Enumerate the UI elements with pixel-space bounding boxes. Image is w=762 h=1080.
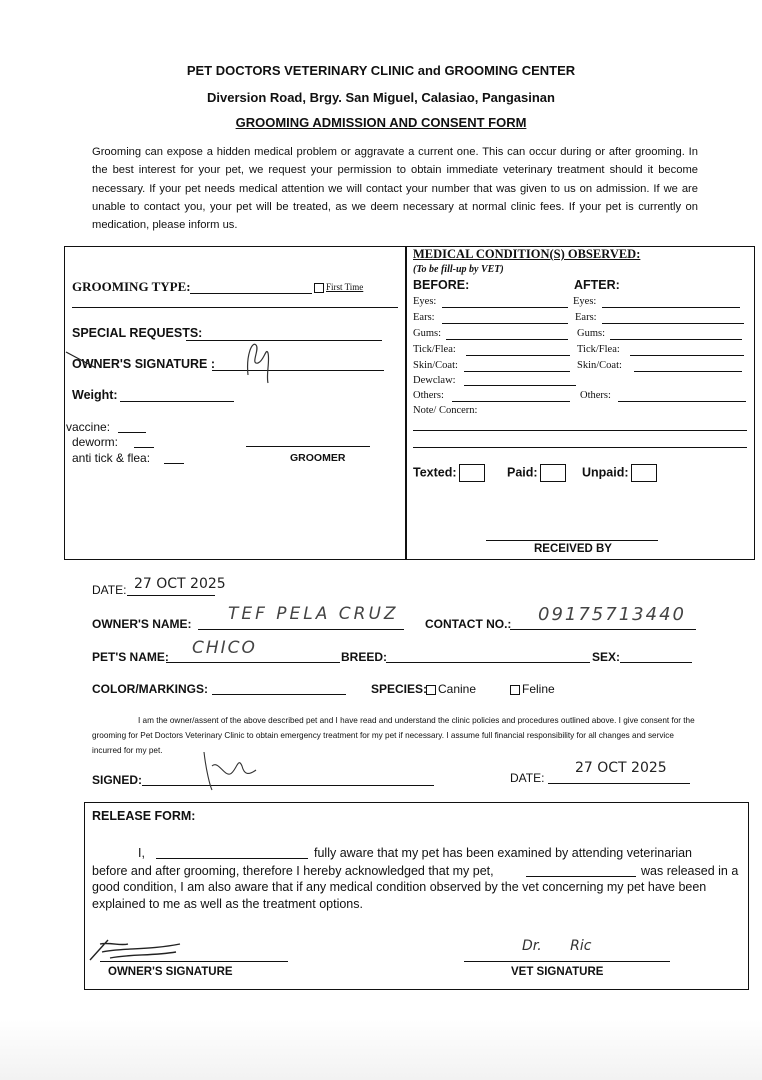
signed-date-label: DATE:: [510, 771, 545, 785]
signed-label: SIGNED:: [92, 773, 143, 787]
before-dewclaw-label: Dewclaw:: [413, 375, 456, 386]
before-tickflea-label: Tick/Flea:: [413, 344, 456, 355]
date-label: DATE:: [92, 583, 127, 597]
owners-signature-field[interactable]: [212, 370, 384, 371]
before-eyes-label: Eyes:: [413, 296, 437, 307]
after-eyes-field[interactable]: [602, 307, 740, 308]
first-time-checkbox[interactable]: [314, 282, 363, 293]
paid-box[interactable]: [540, 464, 566, 482]
color-label: COLOR/MARKINGS:: [92, 682, 208, 696]
signed-date-value: 27 OCT 2025: [575, 760, 667, 776]
note-line-2[interactable]: [413, 447, 747, 448]
date-value: 27 OCT 2025: [134, 576, 226, 592]
signed-field[interactable]: [142, 785, 434, 786]
before-ears-field[interactable]: [442, 323, 568, 324]
received-by-label: RECEIVED BY: [534, 543, 612, 555]
owner-signature-line[interactable]: [100, 961, 288, 962]
release-pet-field[interactable]: [526, 876, 636, 877]
canine-label: Canine: [438, 682, 477, 696]
before-eyes-field[interactable]: [442, 307, 568, 308]
after-tickflea-label: Tick/Flea:: [577, 344, 620, 355]
after-eyes-label: Eyes:: [573, 296, 597, 307]
after-ears-field[interactable]: [602, 323, 744, 324]
breed-label: BREED:: [341, 650, 388, 664]
after-ears-label: Ears:: [575, 312, 597, 323]
after-skincoat-label: Skin/Coat:: [577, 360, 622, 371]
release-text-2: before and after grooming, therefore I hereby acknowledged that my pet,: [92, 864, 494, 878]
first-time-label: First Time: [326, 282, 364, 292]
consent-paragraph: I am the owner/assent of the above described pet and I have read and understand the clinic policies and procedures outlined above. I give consent for the grooming for Pet Doctors Veterinary Clinic to obtain emergency treatment for my pet if necessary. I assume full financial responsibility for all changes and service incurred for my pet.: [92, 716, 695, 755]
grooming-type-line-2[interactable]: [72, 307, 398, 308]
before-others-field[interactable]: [452, 401, 570, 402]
unpaid-box[interactable]: [631, 464, 657, 482]
owner-name-label: OWNER'S NAME:: [92, 617, 192, 631]
pet-name-value: CHICO: [192, 638, 257, 658]
sex-field[interactable]: [620, 662, 692, 663]
strike-mark: [64, 348, 98, 372]
grooming-type-field[interactable]: [190, 293, 312, 294]
release-title: RELEASE FORM:: [92, 809, 196, 823]
release-owner-field[interactable]: [156, 858, 308, 859]
release-text-3: was released in a: [641, 864, 739, 878]
before-skincoat-label: Skin/Coat:: [413, 360, 458, 371]
after-gums-label: Gums:: [577, 328, 606, 339]
signed-signature-scribble: [196, 746, 266, 794]
release-text-5: explained to me as well as the treatment options.: [92, 897, 363, 911]
contact-value: 09175713440: [538, 604, 686, 625]
owner-name-field[interactable]: [198, 629, 404, 630]
after-tickflea-field[interactable]: [630, 355, 744, 356]
before-skincoat-field[interactable]: [464, 371, 570, 372]
sex-label: SEX:: [592, 650, 621, 664]
scan-edge: [0, 1020, 762, 1080]
groomer-line[interactable]: [246, 446, 370, 447]
texted-checkbox[interactable]: [413, 464, 485, 482]
deworm-label: deworm:: [72, 435, 119, 449]
before-dewclaw-field[interactable]: [464, 385, 576, 386]
note-line-1[interactable]: [413, 430, 747, 431]
received-by-line[interactable]: [486, 540, 658, 541]
contact-field[interactable]: [510, 629, 696, 630]
signed-date-field[interactable]: [548, 783, 690, 784]
vet-signature-line[interactable]: [464, 961, 670, 962]
unpaid-label: Unpaid:: [582, 465, 629, 480]
after-skincoat-field[interactable]: [634, 371, 742, 372]
texted-label: Texted:: [413, 465, 457, 480]
owners-signature-label: OWNER'S SIGNATURE :: [72, 357, 216, 371]
before-heading: BEFORE:: [413, 278, 470, 292]
feline-checkbox[interactable]: [510, 682, 555, 696]
release-owner-signature-label: OWNER'S SIGNATURE: [108, 966, 233, 978]
release-text-1: fully aware that my pet has been examined by attending veterinarian: [314, 846, 693, 860]
feline-label: Feline: [522, 682, 555, 696]
vaccine-field[interactable]: [118, 432, 146, 433]
release-owner-signature-scribble: [80, 930, 200, 970]
medical-subtitle: (To be fill-up by VET): [413, 264, 504, 275]
pet-name-label: PET'S NAME:: [92, 650, 169, 664]
grooming-type-label: GROOMING TYPE:: [72, 279, 191, 294]
feline-box[interactable]: [510, 685, 520, 695]
paid-label: Paid:: [507, 465, 538, 480]
texted-box[interactable]: [459, 464, 485, 482]
owner-signature-scribble: [240, 335, 280, 385]
deworm-field[interactable]: [134, 447, 154, 448]
clinic-name: PET DOCTORS VETERINARY CLINIC and GROOMING CENTER: [186, 63, 576, 78]
canine-box[interactable]: [426, 685, 436, 695]
paid-checkbox[interactable]: [507, 464, 566, 482]
before-others-label: Others:: [413, 390, 444, 401]
before-ears-label: Ears:: [413, 312, 435, 323]
vet-name-value: Dr. Ric: [522, 938, 592, 954]
box-divider: [405, 246, 407, 560]
release-i: I,: [138, 846, 145, 860]
date-field[interactable]: [127, 595, 215, 596]
weight-label: Weight:: [72, 388, 118, 402]
clinic-address: Diversion Road, Brgy. San Miguel, Calasiao, Pangasinan: [207, 90, 555, 105]
note-label: Note/ Concern:: [413, 405, 478, 416]
anti-tick-field[interactable]: [164, 463, 184, 464]
owner-name-value: TEF PELA CRUZ: [228, 604, 399, 624]
pet-name-field[interactable]: [166, 662, 340, 663]
after-others-label: Others:: [580, 390, 611, 401]
weight-field[interactable]: [120, 401, 234, 402]
after-others-field[interactable]: [618, 401, 746, 402]
color-field[interactable]: [212, 694, 346, 695]
anti-tick-label: anti tick & flea:: [72, 451, 151, 465]
contact-label: CONTACT NO.:: [425, 617, 512, 631]
intro-paragraph: Grooming can expose a hidden medical problem or aggravate a current one. This can occur during or after grooming. In the best interest for your pet, we request your permission to obtain immediate veterinary treatment should it become necessary. If your pet needs medical attention we will contact your number that was given to us on admission. If we are unable to contact you, your pet will be treated, as we deem necessary at normal clinic fees. If your pet is currently on medication, please inform us.: [92, 146, 698, 232]
species-label: SPECIES:: [371, 682, 428, 696]
checkbox-icon[interactable]: [314, 283, 324, 293]
after-gums-field[interactable]: [610, 339, 742, 340]
release-text-4: good condition, I am also aware that if any medical condition observed by the vet concerning my pet have been: [92, 880, 707, 894]
form-title: GROOMING ADMISSION AND CONSENT FORM: [235, 115, 527, 130]
unpaid-checkbox[interactable]: [582, 464, 657, 482]
before-gums-label: Gums:: [413, 328, 442, 339]
special-requests-label: SPECIAL REQUESTS:: [72, 326, 203, 340]
breed-field[interactable]: [386, 662, 590, 663]
groomer-label: GROOMER: [290, 452, 346, 464]
vaccine-label: vaccine:: [66, 420, 111, 434]
canine-checkbox[interactable]: [426, 682, 476, 696]
after-heading: AFTER:: [574, 278, 620, 292]
medical-title: MEDICAL CONDITION(S) OBSERVED:: [413, 247, 641, 261]
before-gums-field[interactable]: [446, 339, 568, 340]
special-requests-field[interactable]: [186, 340, 382, 341]
before-tickflea-field[interactable]: [466, 355, 570, 356]
vet-signature-label: VET SIGNATURE: [511, 966, 604, 978]
